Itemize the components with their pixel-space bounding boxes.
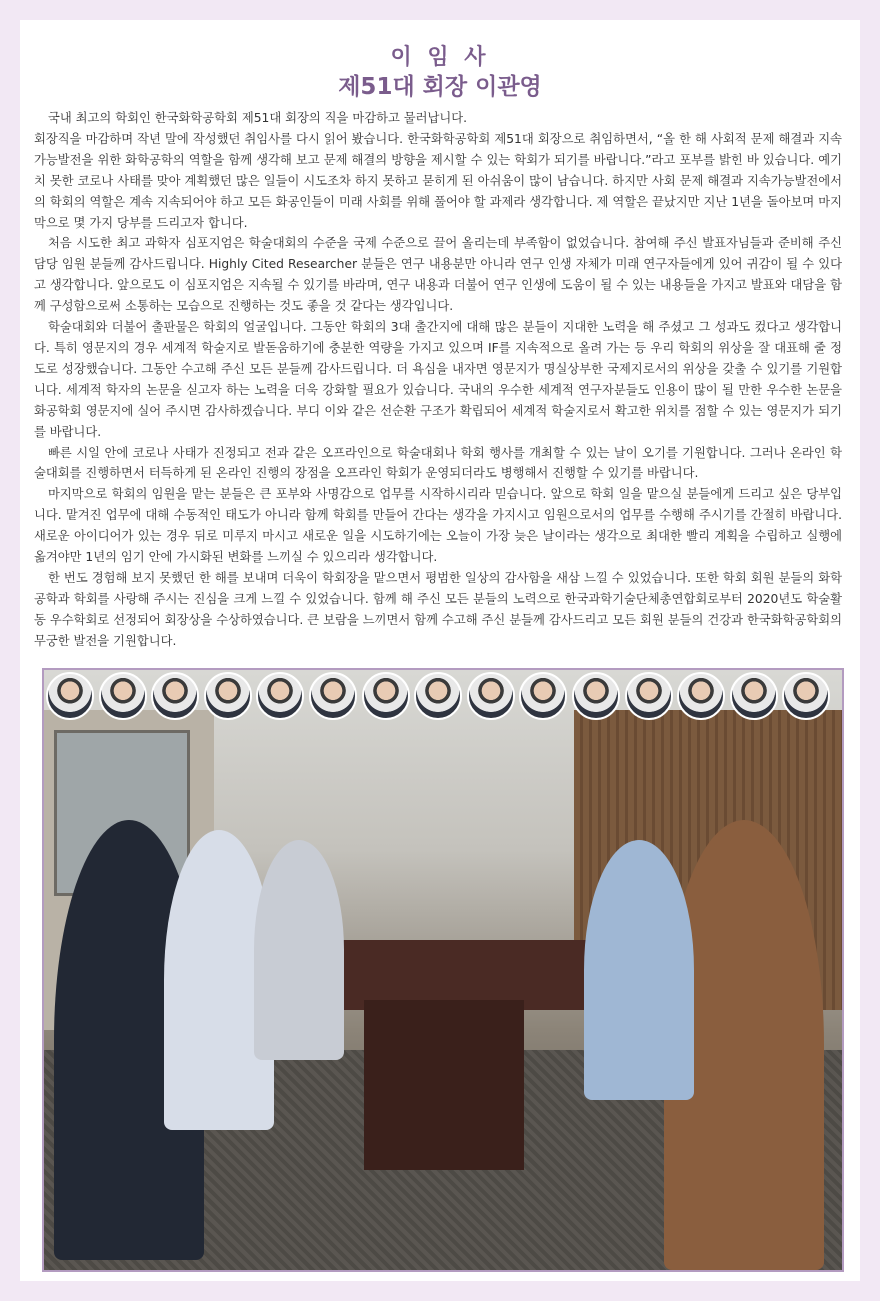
member-portrait — [519, 672, 567, 720]
member-portraits — [42, 668, 840, 724]
member-portrait — [151, 672, 199, 720]
person-left-3 — [254, 840, 344, 1060]
group-photo — [42, 668, 844, 1272]
paragraph-3: 처음 시도한 최고 과학자 심포지엄은 학술대회의 수준을 국제 수준으로 끌어 올리는데 부족함이 없었습니다. 참여해 주신 발표자님들과 준비해 주신 담당 임원 분들께 감사드립니다. Highly Cited Researcher 분들은 연구 내용분만 아니라 연구 인생 자체가 미래 연구자들에게 있어 귀감이 될 수 있다고 생각합니다. 앞으로도 이 심포지엄은 지속될 수 있기를 바라며, 연구 내용과 더불어 연구 인생에 도움이 될 수 있는 내용들을 가지고 발표와 대담을 함께 구성함으로써 소통하는 모습으로 진행하는 것도 좋을 것 같다는 생각입니다. — [34, 236, 842, 314]
paragraph-7: 한 번도 경험해 보지 못했던 한 해를 보내며 더욱이 학회장을 맡으면서 평범한 일상의 감사함을 새삼 느낄 수 있었습니다. 또한 학회 회원 분들의 화학공학과 학회를 사랑해 주시는 진심을 크게 느낄 수 있었습니다. 함께 해 주신 모든 분들의 노력으로 한국과학기술단체총연합회로부터 2020년도 학술활동 우수학회로 선정되어 회장상을 수상하였습니다. 큰 보람을 느끼면서 함께 수고해 주신 분들께 감사드리고 모든 회원 분들의 건강과 한국화학공학회의 무궁한 발전을 기원합니다. — [34, 570, 842, 648]
paragraph-4: 학술대회와 더불어 출판물은 학회의 얼굴입니다. 그동안 학회의 3대 출간지에 대해 많은 분들이 지대한 노력을 해 주셨고 그 성과도 컸다고 생각합니다. 특히 영문지의 경우 세계적 학술지로 발돋움하기에 충분한 역량을 가지고 있으며 IF를 지속적으로 올려 가는 등 우리 학회의 위상을 잘 대표해 줄 정도로 성장했습니다. 그동안 수고해 주신 모든 분들께 감사드립니다. 더 욕심을 내자면 영문지가 명실상부한 국제지로서의 위상을 갖출 수 있기를 기원합니다. 세계적 학자의 논문을 싣고자 하는 노력을 더욱 강화할 필요가 있습니다. 국내의 우수한 세계적 연구자분들도 인용이 많이 될 만한 우수한 논문을 화공학회 영문지에 실어 주시면 감사하겠습니다. 부디 이와 같은 선순환 구조가 확립되어 세계적 학술지로서 확고한 위치를 점할 수 있는 영문지가 되기를 바랍니다. — [34, 320, 842, 439]
member-portrait — [625, 672, 673, 720]
member-portrait — [309, 672, 357, 720]
member-portrait — [99, 672, 147, 720]
member-portrait — [362, 672, 410, 720]
member-portrait — [782, 672, 830, 720]
member-portrait — [414, 672, 462, 720]
paragraph-2: 회장직을 마감하며 작년 말에 작성했던 취임사를 다시 읽어 봤습니다. 한국화학공학회 제51대 회장으로 취임하면서, “올 한 해 사회적 문제 해결과 지속가능발전을 위한 화학공학의 역할을 함께 생각해 보고 문제 해결의 방향을 제시할 수 있는 학회가 되기를 바랍니다.”라고 포부를 밝힌 바 있습니다. 예기치 못한 코로나 사태를 맞아 계획했던 많은 일들이 시도조차 하지 못하고 묻히게 된 아쉬움이 많이 남습니다. 하지만 사회 문제 해결과 지속가능발전에서의 학회의 역할은 계속 지속되어야 하고 모든 화공인들이 미래 사회를 위해 풀어야 할 과제라 생각합니다. 제 역할은 끝났지만 지난 1년을 돌아보며 마지막으로 몇 가지 당부를 드리고자 합니다. — [34, 131, 843, 230]
member-portrait — [730, 672, 778, 720]
article-body — [34, 108, 842, 652]
person-right-2 — [584, 840, 694, 1100]
member-portrait — [204, 672, 252, 720]
member-portrait — [677, 672, 725, 720]
paragraph-6: 마지막으로 학회의 임원을 맡는 분들은 큰 포부와 사명감으로 업무를 시작하시리라 믿습니다. 앞으로 학회 일을 맡으실 분들에게 드리고 싶은 당부입니다. 맡겨진 업무에 대해 수동적인 태도가 아니라 함께 학회를 만들어 간다는 생각을 가지시고 임원으로서의 업무를 수행해 주시기를 간절히 바랍니다. 새로운 아이디어가 있는 경우 뒤로 미루지 마시고 새로운 일을 시도하기에는 오늘이 가장 늦은 날이라는 생각으로 최대한 빨리 계획을 수립하고 실행에 옮겨야만 1년의 임기 안에 가시화된 변화를 느끼실 수 있으리라 생각합니다. — [34, 487, 842, 565]
table-base — [364, 1000, 524, 1170]
member-portrait — [572, 672, 620, 720]
meeting-room-scene — [44, 670, 842, 1270]
paragraph-5: 빠른 시일 안에 코로나 사태가 진정되고 전과 같은 오프라인으로 학술대회나 학회 행사를 개최할 수 있는 날이 오기를 기원합니다. 그러나 온라인 학술대회를 진행하면서 터득하게 된 온라인 진행의 장점을 오프라인 학회가 운영되더라도 병행해서 진행할 수 있기를 바랍니다. — [34, 445, 842, 481]
member-portrait — [467, 672, 515, 720]
member-portrait — [46, 672, 94, 720]
member-portrait — [256, 672, 304, 720]
page-title: 이 임 사 — [390, 45, 490, 70]
paragraph-1: 국내 최고의 학회인 한국화학공학회 제51대 회장의 직을 마감하고 물러납니다. — [48, 111, 468, 125]
page-subtitle: 제51대 회장 이관영 — [338, 74, 542, 100]
article-page — [20, 20, 860, 1281]
